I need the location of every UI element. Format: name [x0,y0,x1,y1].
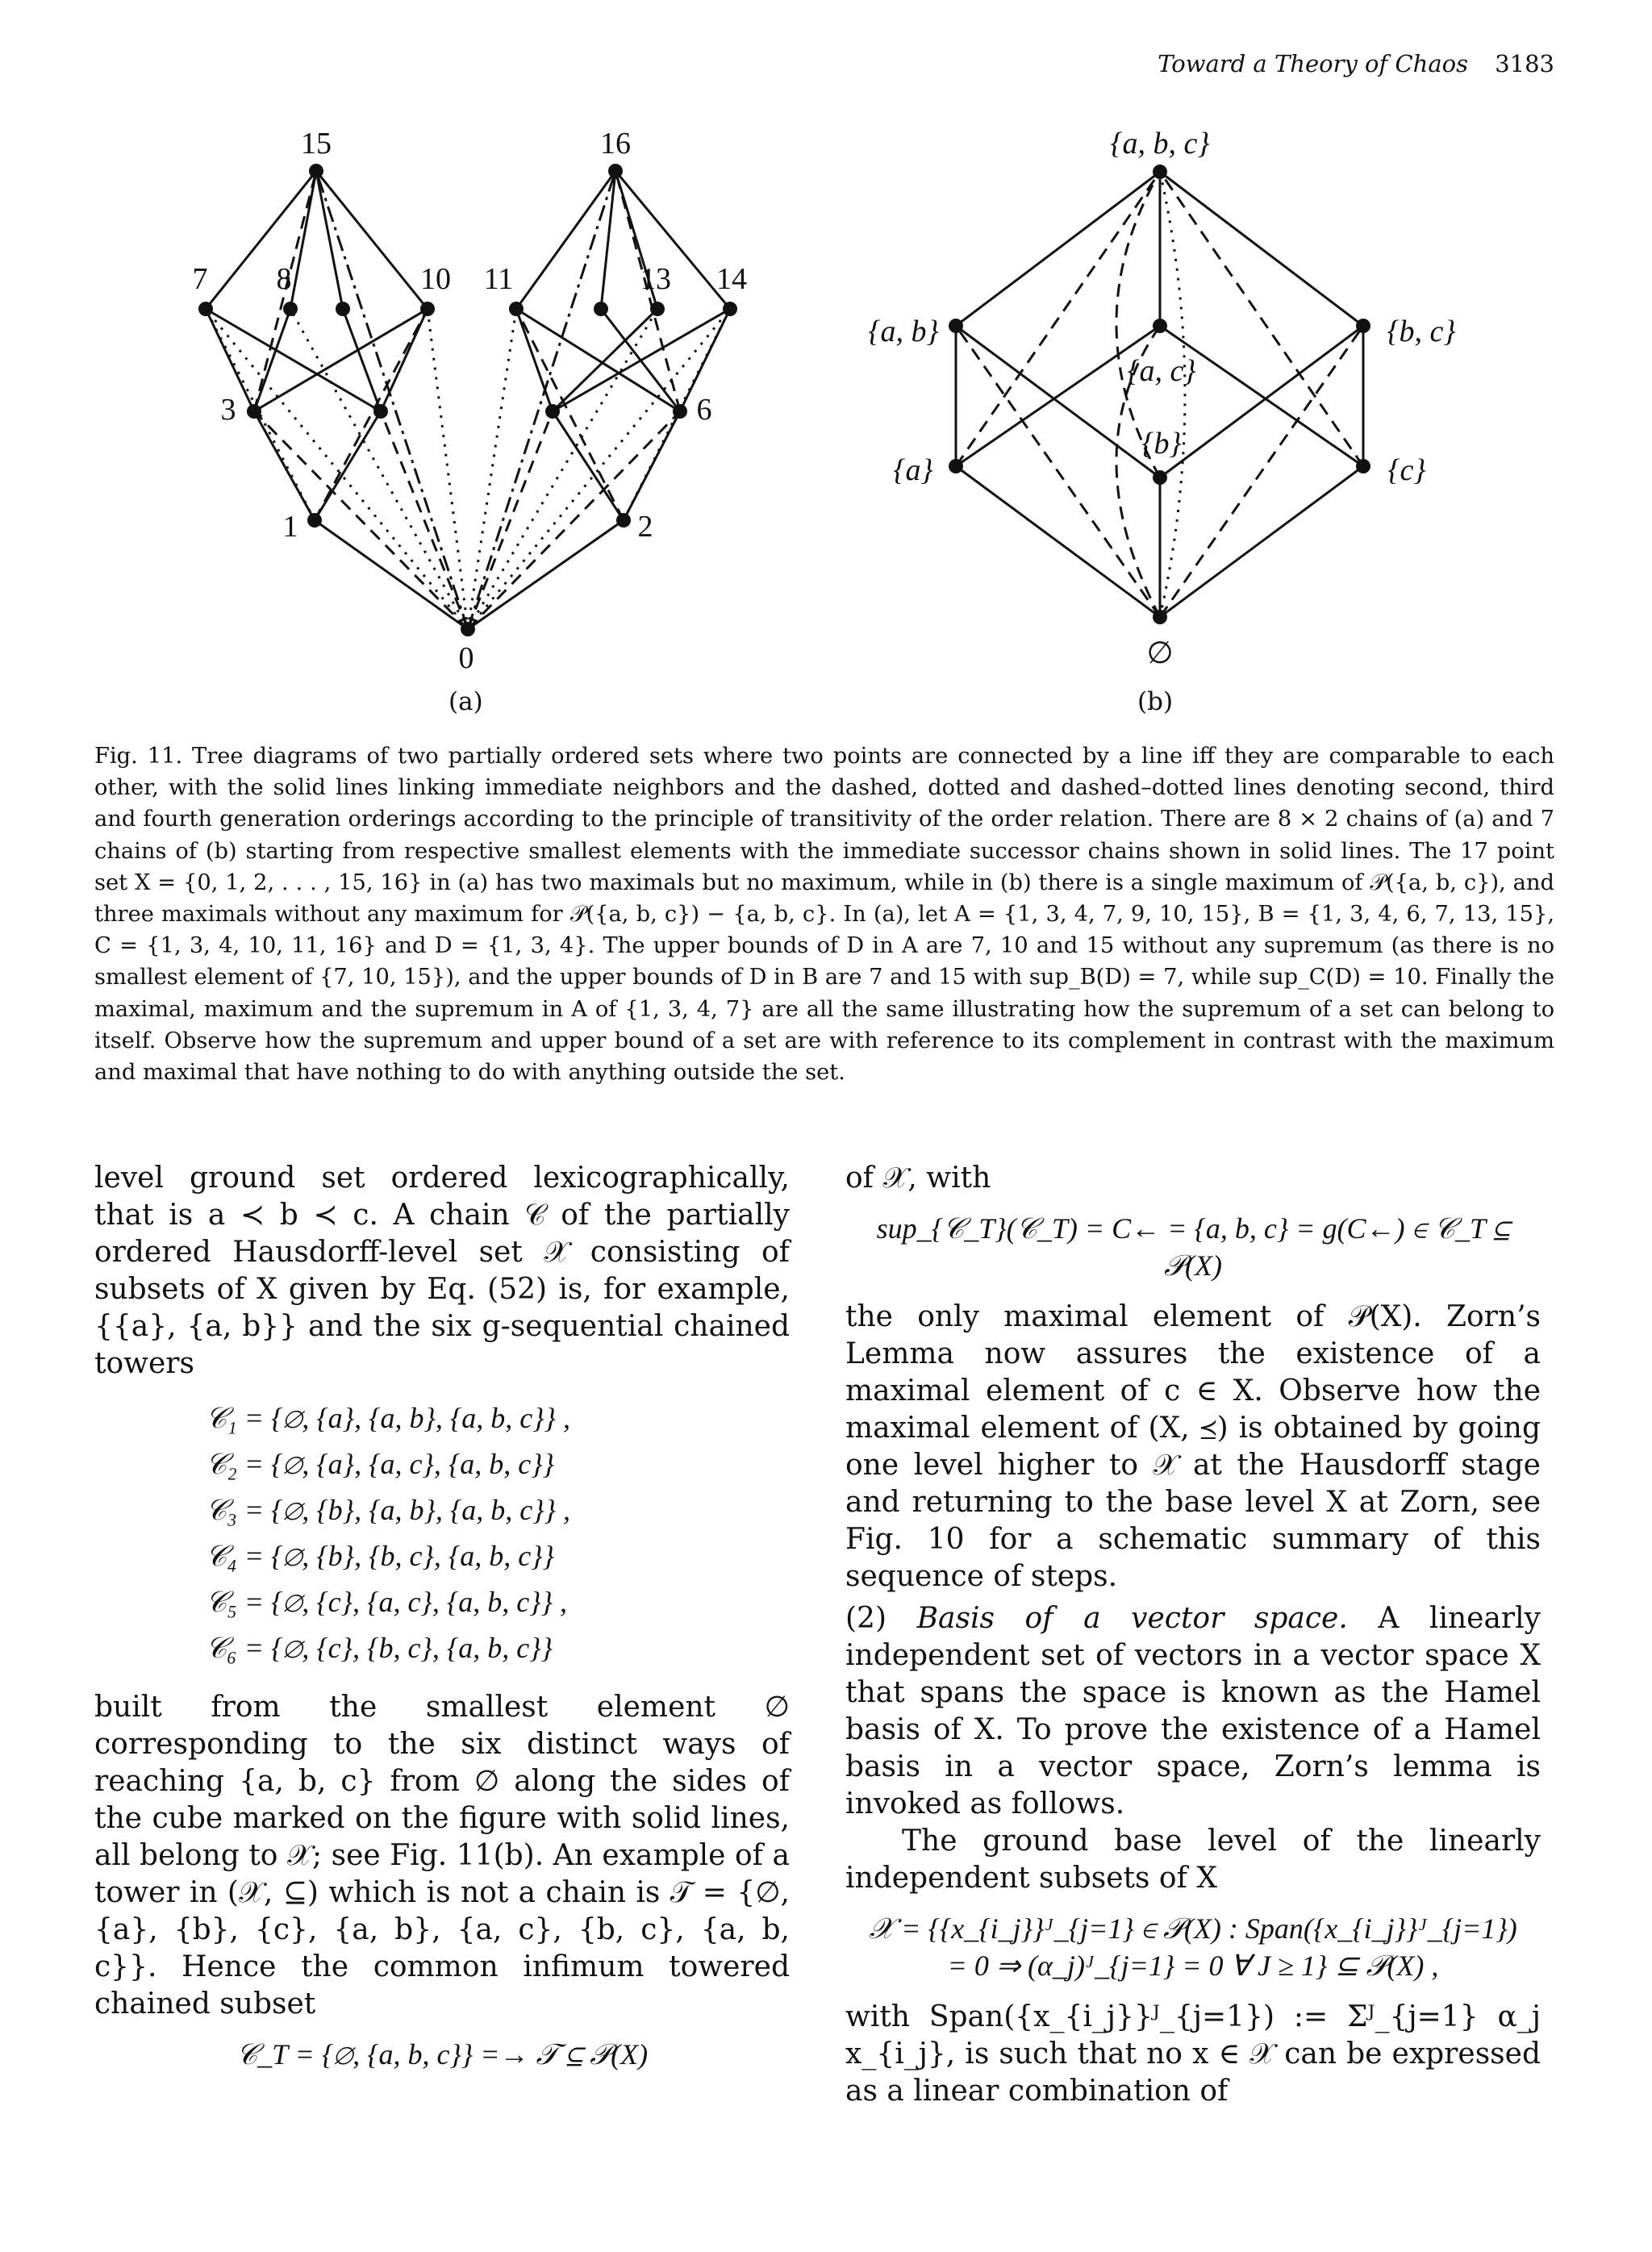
paragraph: level ground set ordered lexicographically, that is a ≺ b ≺ c. A chain 𝒞 of the partially ordered Hausdorff-level set 𝒳 consisting of subsets of X given by Eq. (52) is, for example, {{a}, {a, b}} and the six g-sequential chained towers [94,1161,790,1380]
node-label: {a, c} [1127,354,1196,388]
equation: 𝒞₅ = {∅, {c}, {a, c}, {a, b, c}} , [206,1586,567,1618]
node-label: 1 [282,510,298,544]
node-label: 10 [420,262,451,296]
chain-equations [206,1395,790,1671]
equation: 𝒞₄ = {∅, {b}, {b, c}, {a, b, c}} [206,1540,555,1572]
panel-a-nodes [198,164,737,636]
equation: 𝒞₁ = {∅, {a}, {a, b}, {a, b, c}} , [206,1402,571,1434]
equation: 𝒞_T = {∅, {a, b, c}} =→ 𝒯 ⊆ 𝒫(X) [236,2038,649,2071]
panel-a-hasse-diagram [206,171,730,629]
node-label: ∅ [1146,636,1174,670]
node-label: 8 [276,262,292,296]
equation: 𝒞₂ = {∅, {a}, {a, c}, {a, b, c}} [206,1448,555,1480]
node-label: {b, c} [1387,315,1456,348]
node-label: 2 [637,510,653,544]
node-label: {a} [893,453,933,487]
node-label: 3 [220,393,236,427]
item-title: Basis of a vector space. [916,1602,1348,1635]
subfigure-label-b: (b) [1137,687,1174,716]
node-label: 0 [458,641,474,675]
node-label: 6 [696,393,712,427]
item-label: (2) [845,1602,886,1635]
node-label: {a, b} [868,315,939,348]
node-label: 16 [600,127,631,161]
paragraph: built from the smallest element ∅ corresponding to the six distinct ways of reaching {a, b, c} from ∅ along the sides of the cube marked on the figure with solid lines, all belong to 𝒳; see Fig. 11(b). An example of a tower in (𝒳, ⊆) which is not a chain is 𝒯 = {∅, {a}, {b}, {c}, {a, b}, {a, c}, {b, c}, {a, b, c}}. Hence the common infimum towered chained subset [94,1691,790,2021]
paragraph: of 𝒳, with [845,1161,991,1195]
node-label: 15 [301,127,332,161]
equation: 𝒳 = {{x_{i_j}}ᴶ_{j=1} ∈ 𝒫(X) : Span({x_{i_j}}ᴶ_{j=1}) [869,1912,1517,1945]
page-number: 3183 [1495,50,1554,77]
node-label: 14 [716,262,747,296]
subfigure-label-a: (a) [448,687,483,716]
figure-11 [0,0,1652,726]
paragraph: with Span({x_{i_j}}ᴶ_{j=1}) := Σᴶ_{j=1} α_j x_{i_j}, is such that no x ∈ 𝒳 can be expressed as a linear combination of [845,2000,1541,2108]
item-text: A linearly independent set of vectors in a vector space X that spans the space is known as the Hamel basis of X. To prove the existence of a Hamel basis in a vector space, Zorn’s lemma is invoked as follows. [845,1602,1541,1820]
left-column [94,1160,790,2087]
node-label: {c} [1387,453,1426,487]
node-label: {b} [1141,427,1182,461]
panel-b-hasse-diagram [956,172,1363,617]
paragraph: The ground base level of the linearly independent subsets of X [845,1825,1541,1895]
node-label: 7 [192,262,208,296]
equation: = 0 ⇒ (α_j)ᴶ_{j=1} = 0 ∀ J ≥ 1} ⊆ 𝒫(X) , [947,1950,1439,1982]
right-column [845,1160,1541,2110]
node-label: {a, b, c} [1110,127,1210,161]
node-label: 13 [640,262,671,296]
figure-caption: Fig. 11. Tree diagrams of two partially ordered sets where two points are connected by a line iff they are comparable to each other, with the solid lines linking immediate neighbors and the dashed, dotted and dashed–dotted lines denoting second, third and fourth generation orderings according to the principle of transitivity of the order relation. There are 8 × 2 chains of (a) and 7 chains of (b) starting from respective smallest elements with the immediate successor chains shown in solid lines. The 17 point set X = {0, 1, 2, . . . , 15, 16} in (a) has two maximals but no maximum, while in (b) there is a single maximum of 𝒫({a, b, c}), and three maximals without any maximum for 𝒫({a, b, c}) − {a, b, c}. In (a), let A = {1, 3, 4, 7, 9, 10, 15}, B = {1, 3, 4, 6, 7, 13, 15}, C = {1, 3, 4, 10, 11, 16} and D = {1, 3, 4}. The upper bounds of D in A are 7, 10 and 15 without any supremum (as there is no smallest element of {7, 10, 15}), and the upper bounds of D in B are 7 and 15 with sup_B(D) = 7, while sup_C(D) = 10. Finally the maximal, maximum and the supremum in A of {1, 3, 4, 7} are all the same illustrating how the supremum of a set can belong to itself. Observe how the supremum and upper bound of a set are with reference to its complement in contrast with the maximum and maximal that have nothing to do with anything outside the set. [94,744,1554,1086]
list-item [845,1600,1541,1823]
equation: sup_{𝒞_T}(𝒞_T) = C← = {a, b, c} = g(C←) ∈ 𝒞_T ⊆ 𝒫(X) [876,1212,1510,1282]
running-title: Toward a Theory of Chaos [1158,50,1468,77]
paragraph: the only maximal element of 𝒫(X). Zorn’s Lemma now assures the existence of a maximal element of c ∈ X. Observe how the maximal element of (X, ⪯) is obtained by going one level higher to 𝒳 at the Hausdorff stage and returning to the base level X at Zorn, see Fig. 10 for a schematic summary of this sequence of steps. [845,1300,1541,1593]
equation: 𝒞₆ = {∅, {c}, {b, c}, {a, b, c}} [206,1632,553,1664]
equation: 𝒞₃ = {∅, {b}, {a, b}, {a, b, c}} , [206,1494,571,1526]
node-label: 11 [483,262,514,296]
